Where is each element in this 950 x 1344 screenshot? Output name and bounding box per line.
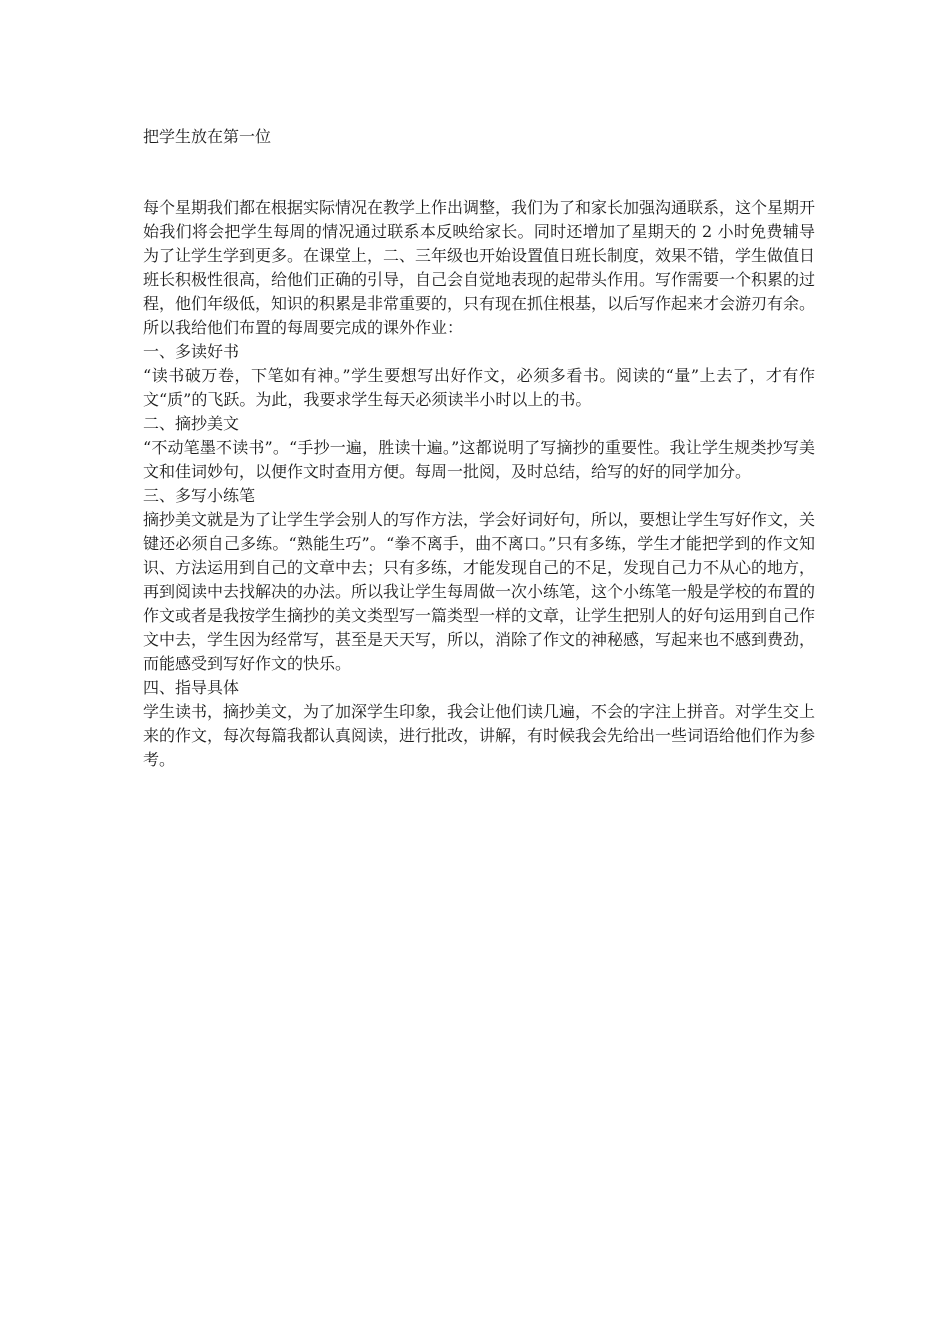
section-heading-practice-writing: 三、多写小练笔 bbox=[143, 486, 256, 505]
document-title: 把学生放在第一位 bbox=[143, 127, 272, 146]
section-paragraph-copy-essays: “不动笔墨不读书”。“手抄一遍，胜读十遍。”这都说明了写摘抄的重要性。我让学生规类抄写美文和佳词妙句，以便作文时查用方便。每周一批阅，及时总结，给写的好的同学加分。 bbox=[143, 438, 815, 481]
intro-paragraph: 每个星期我们都在根据实际情况在教学上作出调整，我们为了和家长加强沟通联系，这个星期开始我们将会把学生每周的情况通过联系本反映给家长。同时还增加了星期天的 2 小时免费辅导为了让学生学到更多。在课堂上，二、三年级也开始设置值日班长制度，效果不错，学生做值日班长积极性很高，给他们正确的引导，自己会自觉地表现的起带头作用。写作需要一个积累的过程，他们年级低，知识的积累是非常重要的，只有现在抓住根基，以后写作起来才会游刃有余。所以我给他们布置的每周要完成的课外作业： bbox=[143, 198, 816, 337]
section-paragraph-guidance: 学生读书，摘抄美文，为了加深学生印象，我会让他们读几遍，不会的字注上拼音。对学生交上来的作文，每次每篇我都认真阅读，进行批改，讲解，有时候我会先给出一些词语给他们作为参考。 bbox=[143, 702, 816, 769]
section-heading-read-books: 一、多读好书 bbox=[143, 342, 240, 361]
section-heading-guidance: 四、指导具体 bbox=[143, 678, 240, 697]
section-heading-copy-essays: 二、摘抄美文 bbox=[143, 414, 240, 433]
section-paragraph-practice-writing: 摘抄美文就是为了让学生学会别人的写作方法，学会好词好句，所以，要想让学生写好作文，关键还必须自己多练。“熟能生巧”。“拳不离手，曲不离口。”只有多练，学生才能把学到的作文知识、方法运用到自己的文章中去；只有多练，才能发现自己的不足，发现自己力不从心的地方，再到阅读中去找解决的办法。所以我让学生每周做一次小练笔，这个小练笔一般是学校的布置的作文或者是我按学生摘抄的美文类型写一篇类型一样的文章，让学生把别人的好句运用到自己作文中去，学生因为经常写，甚至是天天写，所以，消除了作文的神秘感，写起来也不感到费劲，而能感受到写好作文的快乐。 bbox=[143, 510, 816, 673]
document-body bbox=[143, 196, 815, 772]
section-paragraph-read-books: “读书破万卷，下笔如有神。”学生要想写出好作文，必须多看书。阅读的“量”上去了，才有作文“质”的飞跃。为此，我要求学生每天必须读半小时以上的书。 bbox=[143, 366, 815, 409]
